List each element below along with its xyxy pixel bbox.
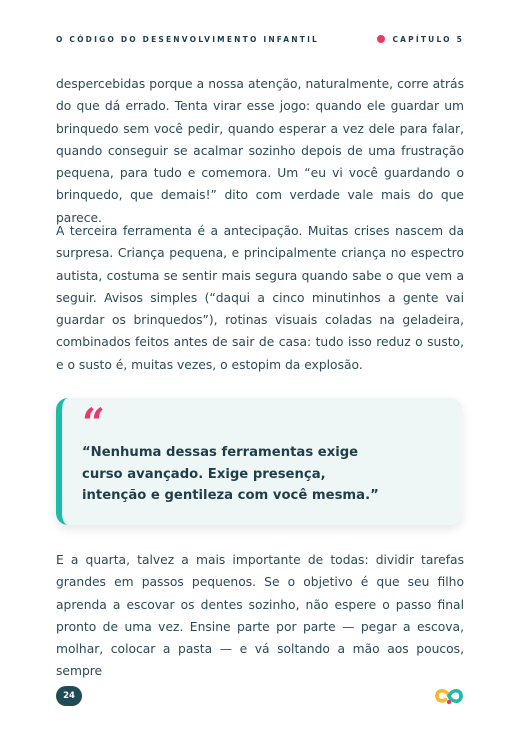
body-paragraph-2: A terceira ferramenta é a antecipação. Muitas crises nascem da surpresa. Criança pequena, e principalmente criança no espectro autista, costuma se sentir mais segura quando sabe o que vem a seguir. Avisos simples (“daqui a cinco minutinhos a gente vai guardar os brinquedos”), rotinas visuais coladas na geladeira, combinados feitos antes de sair de casa: tudo isso reduz o susto, e o susto é, muitas vezes, o estopim da explosão. bbox=[56, 224, 464, 372]
body-paragraph-1: despercebidas porque a nossa atenção, naturalmente, corre atrás do que dá errado. Tenta virar esse jogo: quando ele guardar um brinquedo sem você pedir, quando esperar a vez dele para falar, quando conseguir se acalmar sozinho depois de uma frustração pequena, para tudo e comemora. Um “eu vi você guardando o brinquedo, que demais!” dito com verdade vale mais do que parece. bbox=[56, 77, 464, 225]
pull-quote-box bbox=[56, 398, 462, 525]
pull-quote-text: “Nenhuma dessas ferramentas exige curso avançado. Exige presença, intenção e gentileza com você mesma.” bbox=[82, 445, 379, 503]
body-paragraph-3: E a quarta, talvez a mais importante de todas: dividir tarefas grandes em passos pequenos. Se o objetivo é que seu filho aprenda a escovar os dentes sozinho, não espere o passo final pronto de uma vez. Ensine parte por parte — pegar a escova, molhar, colocar a pasta — e vá soltando a mão aos poucos, sempre bbox=[56, 553, 464, 679]
book-title: O CÓDIGO DO DESENVOLVIMENTO INFANTIL bbox=[56, 34, 320, 44]
infinity-logo-icon bbox=[433, 686, 465, 706]
running-header bbox=[56, 31, 464, 47]
chapter-label bbox=[377, 35, 464, 44]
quote-mark-icon: “ bbox=[82, 400, 106, 447]
chapter-text: CAPÍTULO 5 bbox=[392, 34, 464, 44]
page-number: 24 bbox=[63, 691, 75, 701]
chapter-dot-icon bbox=[377, 35, 385, 43]
page-number-badge bbox=[56, 686, 82, 706]
